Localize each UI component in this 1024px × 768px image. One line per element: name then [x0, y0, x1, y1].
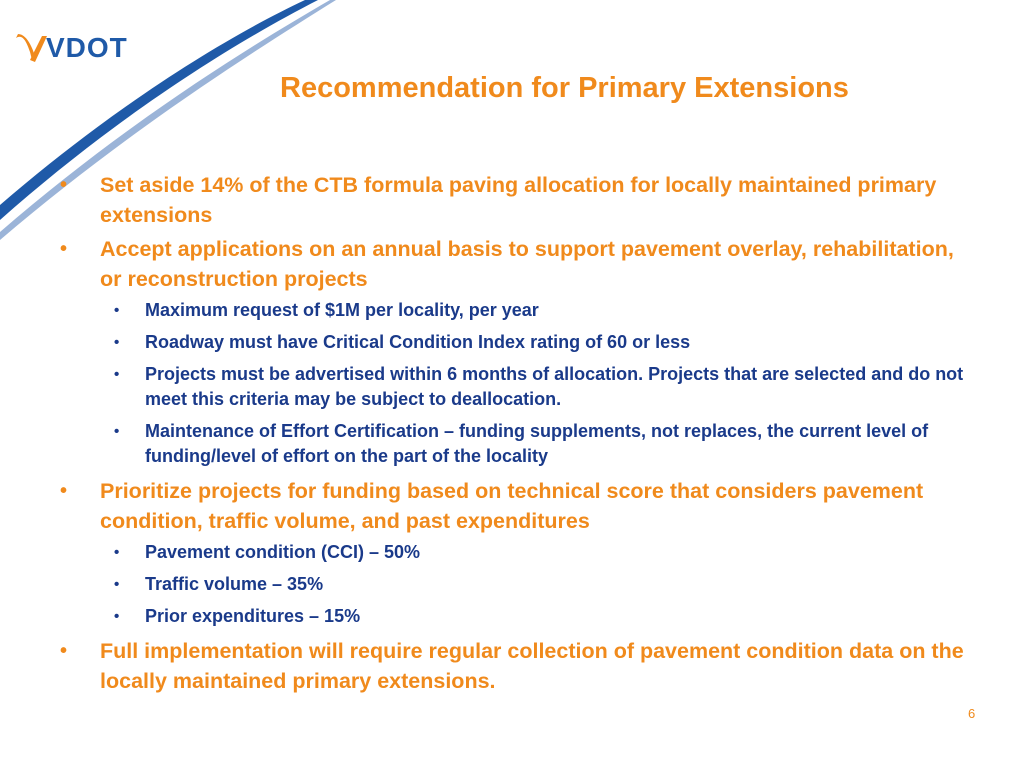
vdot-swoosh-icon [14, 30, 48, 66]
sub-bullet-icon: • [114, 423, 120, 440]
sub-bullet-text: Projects must be advertised within 6 months of allocation. Projects that are selected and do not meet this criteria may be subject to deallocation. [145, 364, 964, 409]
sub-bullet-item [100, 362, 970, 412]
sub-bullet-item [100, 540, 970, 565]
sub-bullet-text: Traffic volume – 35% [145, 574, 324, 594]
sub-bullet-list [60, 298, 970, 469]
bullet-icon: • [60, 174, 68, 196]
bullet-item [60, 636, 970, 696]
logo-text: VDOT [46, 32, 128, 63]
sub-bullet-item [100, 419, 970, 469]
bullet-list [60, 170, 970, 696]
sub-bullet-icon: • [114, 366, 120, 383]
sub-list-container [60, 298, 970, 469]
bullet-icon: • [60, 480, 68, 502]
bullet-text: Accept applications on an annual basis to support pavement overlay, rehabilitation, or reconstruction projects [100, 237, 954, 291]
slide-title: Recommendation for Primary Extensions [280, 72, 849, 104]
sub-bullet-icon: • [114, 302, 120, 319]
bullet-item [60, 234, 970, 294]
sub-list-container [60, 540, 970, 629]
sub-bullet-icon: • [114, 608, 120, 625]
bullet-text: Prioritize projects for funding based on technical score that considers pavement condition, traffic volume, and past expenditures [100, 479, 924, 533]
sub-bullet-item [100, 604, 970, 629]
sub-bullet-icon: • [114, 334, 120, 351]
bullet-item [60, 476, 970, 536]
slide-content [60, 170, 970, 700]
sub-bullet-text: Pavement condition (CCI) – 50% [145, 542, 421, 562]
sub-bullet-item [100, 330, 970, 355]
sub-bullet-item [100, 298, 970, 323]
bullet-text: Full implementation will require regular collection of pavement condition data on the locally maintained primary extensions. [100, 639, 964, 693]
bullet-icon: • [60, 640, 68, 662]
sub-bullet-icon: • [114, 544, 120, 561]
sub-bullet-text: Maintenance of Effort Certification – funding supplements, not replaces, the current level of funding/level of effort on the part of the locality [145, 421, 929, 466]
vdot-logo [14, 30, 128, 66]
sub-bullet-item [100, 572, 970, 597]
bullet-icon: • [60, 238, 68, 260]
sub-bullet-text: Maximum request of $1M per locality, per year [145, 300, 539, 320]
bullet-text: Set aside 14% of the CTB formula paving allocation for locally maintained primary extensions [100, 173, 937, 227]
bullet-item [60, 170, 970, 230]
sub-bullet-icon: • [114, 576, 120, 593]
sub-bullet-text: Prior expenditures – 15% [145, 606, 361, 626]
page-number: 6 [968, 706, 976, 721]
sub-bullet-text: Roadway must have Critical Condition Index rating of 60 or less [145, 332, 691, 352]
sub-bullet-list [60, 540, 970, 629]
